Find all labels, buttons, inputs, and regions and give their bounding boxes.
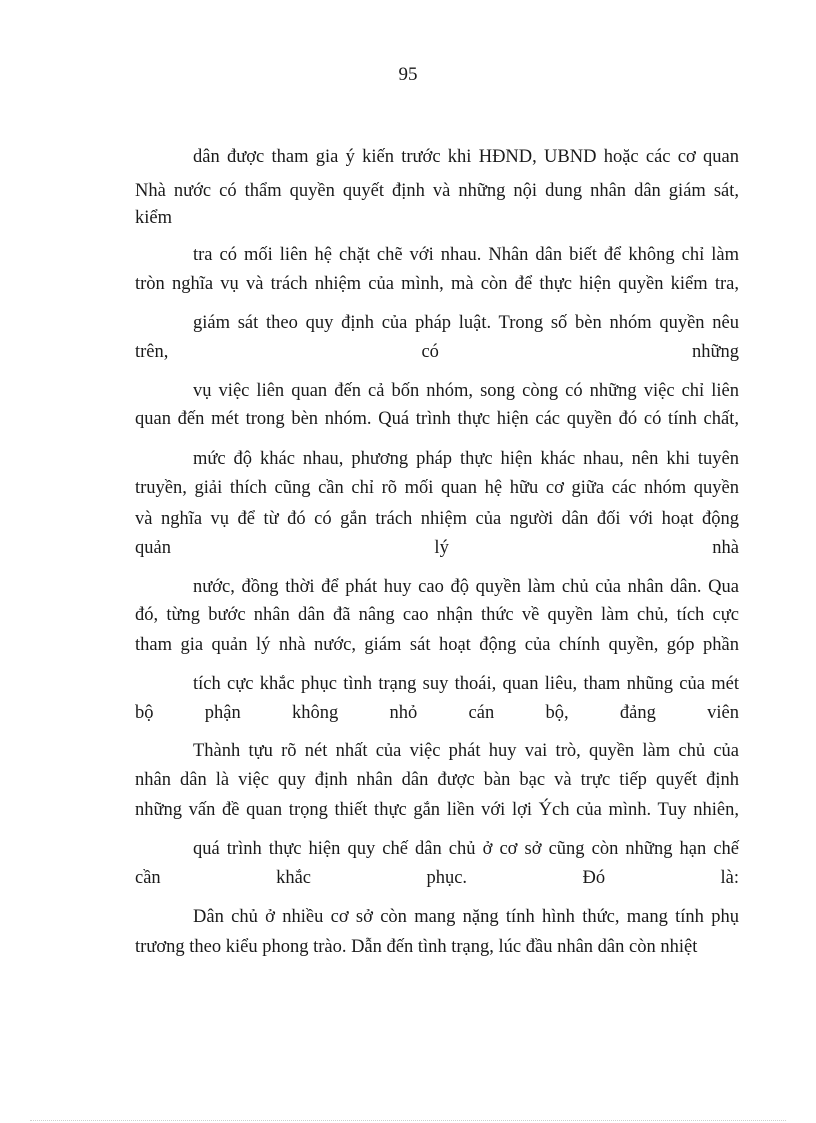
text-line: trên, có những bbox=[135, 342, 739, 362]
text-line: Thành tựu rõ nét nhất của việc phát huy vai trò, quyền làm chủ của bbox=[193, 741, 739, 761]
text-line: đó, từng bước nhân dân đã nâng cao nhận thức về quyền làm chủ, tích cực bbox=[135, 605, 739, 625]
text-line: dân được tham gia ý kiến trước khi HĐND, UBND hoặc các cơ quan bbox=[193, 147, 739, 167]
page-bottom-rule bbox=[30, 1120, 786, 1121]
text-line: nước, đồng thời để phát huy cao độ quyền làm chủ của nhân dân. Qua bbox=[193, 577, 739, 597]
text-line: những vấn đề quan trọng thiết thực gắn liền với lợi Ých của mình. Tuy nhiên, bbox=[135, 800, 739, 820]
text-line: truyền, giải thích cũng cần chỉ rõ mối quan hệ hữu cơ giữa các nhóm quyền bbox=[135, 478, 739, 498]
text-line: tra có mối liên hệ chặt chẽ với nhau. Nhân dân biết để không chỉ làm bbox=[193, 245, 739, 265]
text-line: Nhà nước có thẩm quyền quyết định và những nội dung nhân dân giám sát, bbox=[135, 181, 739, 201]
text-line: tham gia quản lý nhà nước, giám sát hoạt động của chính quyền, góp phần bbox=[135, 635, 739, 655]
text-line: nhân dân là việc quy định nhân dân được bàn bạc và trực tiếp quyết định bbox=[135, 770, 739, 790]
text-line: bộ phận không nhỏ cán bộ, đảng viên bbox=[135, 703, 739, 723]
text-line: mức độ khác nhau, phương pháp thực hiện khác nhau, nên khi tuyên bbox=[193, 449, 739, 469]
text-line: giám sát theo quy định của pháp luật. Trong số bèn nhóm quyền nêu bbox=[193, 313, 739, 333]
text-line: tích cực khắc phục tình trạng suy thoái, quan liêu, tham nhũng của mét bbox=[193, 674, 739, 694]
text-line: cần khắc phục. Đó là: bbox=[135, 868, 739, 888]
text-line: trương theo kiểu phong trào. Dẫn đến tình trạng, lúc đầu nhân dân còn nhiệt bbox=[135, 937, 698, 957]
text-line: tròn nghĩa vụ và trách nhiệm của mình, mà còn để thực hiện quyền kiểm tra, bbox=[135, 274, 739, 294]
text-line: và nghĩa vụ để từ đó có gắn trách nhiệm của người dân đối với hoạt động bbox=[135, 509, 739, 529]
text-line: quản lý nhà bbox=[135, 538, 739, 558]
page-number: 95 bbox=[398, 64, 418, 85]
text-line: quá trình thực hiện quy chế dân chủ ở cơ sở cũng còn những hạn chế bbox=[193, 839, 739, 859]
text-line: vụ việc liên quan đến cả bốn nhóm, song còng có những việc chỉ liên bbox=[193, 381, 739, 401]
text-line: kiểm bbox=[135, 208, 172, 228]
text-line: Dân chủ ở nhiều cơ sở còn mang nặng tính hình thức, mang tính phụ bbox=[193, 907, 739, 927]
text-line: quan đến mét trong bèn nhóm. Quá trình thực hiện các quyền đó có tính chất, bbox=[135, 409, 739, 429]
